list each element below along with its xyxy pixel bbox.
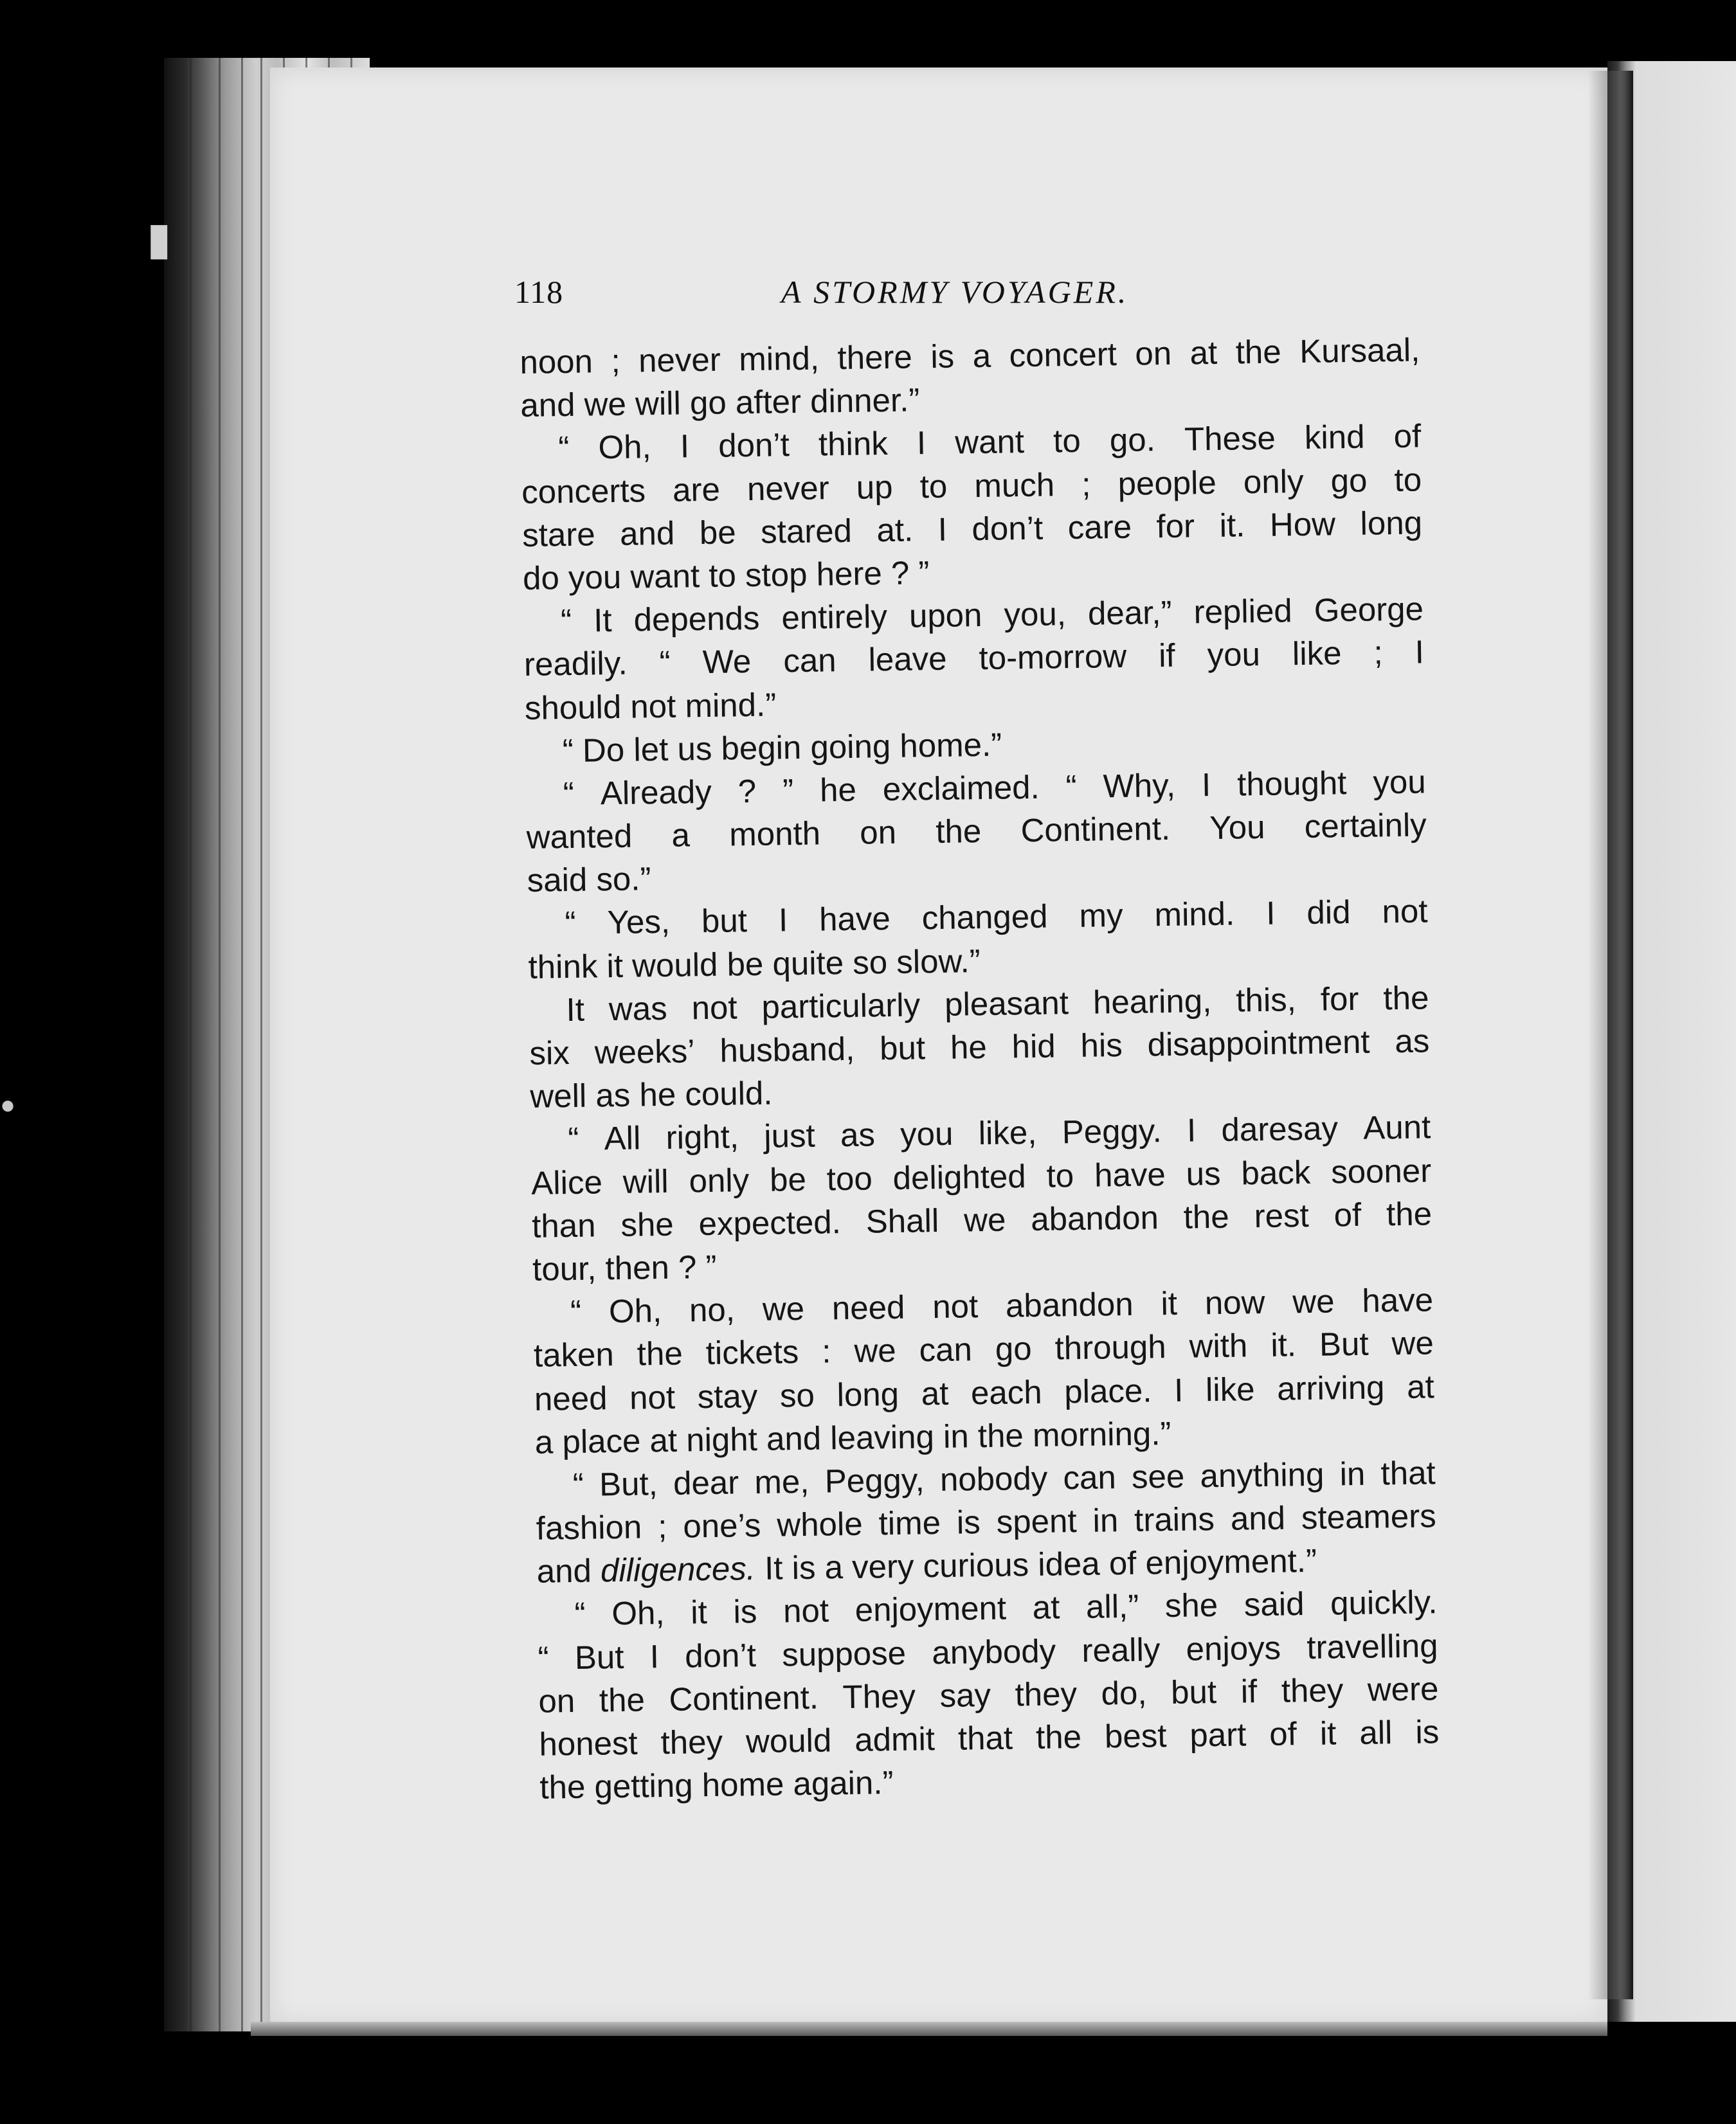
page-number: 118: [514, 274, 564, 310]
text-line: said so.”: [527, 860, 651, 899]
page-edge-line: [241, 58, 243, 2031]
text-line: “ Oh, no, we need not abandon it now we have: [570, 1281, 1434, 1331]
gutter-shadow: [1588, 71, 1633, 1999]
page-edge-line: [260, 58, 262, 2031]
text-line: “ Do let us begin going home.”: [562, 726, 1002, 769]
text-line: “ Oh, it is not enjoyment at all,” she said quickly.: [574, 1583, 1438, 1633]
text-line: stare and be stared at. I don’t care for it. How long: [521, 504, 1423, 554]
text-line: tour, then ? ”: [532, 1248, 717, 1288]
text-line: fashion ; one’s whole time is spent in trains and steamers: [536, 1497, 1437, 1547]
text-line: well as he could.: [530, 1074, 773, 1115]
text-line: noon ; never mind, there is a concert on at the Kursaal,: [520, 331, 1420, 381]
text-line: “ But, dear me, Peggy, nobody can see anything in that: [572, 1454, 1436, 1503]
text-line: think it would be quite so slow.”: [528, 942, 981, 986]
text-line: concerts are never up to much ; people only go to: [521, 460, 1422, 510]
text-line: than she expected. Shall we abandon the rest of the: [531, 1195, 1433, 1245]
body-text: [520, 328, 1440, 1809]
margin-mark: ▮: [147, 215, 172, 264]
text-line: and diligences. It is a very curious idea of enjoyment.”: [536, 1542, 1317, 1590]
text-line: should not mind.”: [524, 685, 777, 726]
page-bottom-edge: [251, 2022, 1607, 2036]
text-line: taken the tickets : we can go through with it. But we: [533, 1324, 1434, 1374]
page-edge-line: [219, 58, 221, 2031]
page-header: [514, 273, 1157, 318]
text-line: It was not particularly pleasant hearing, this, for the: [566, 979, 1429, 1028]
text-line: do you want to stop here ? ”: [522, 554, 930, 597]
text-line: and we will go after dinner.”: [520, 381, 920, 424]
text-line: need not stay so long at each place. I like arriving at: [534, 1367, 1435, 1418]
text-line: “ Oh, I don’t think I want to go. These kind of: [557, 417, 1422, 467]
text-line: wanted a month on the Continent. You certainly: [526, 806, 1427, 856]
text-line: “ But I don’t suppose anybody really enjoys travelling: [538, 1626, 1438, 1677]
running-head: A STORMY VOYAGER.: [781, 274, 1129, 310]
text-line: six weeks’ husband, but he hid his disappointment as: [529, 1022, 1430, 1072]
text-line: the getting home again.”: [539, 1764, 894, 1806]
text-line: honest they would admit that the best part of it all is: [539, 1713, 1440, 1763]
text-line: Alice will only be too delighted to have us back sooner: [530, 1151, 1432, 1202]
text-line: “ All right, just as you like, Peggy. I daresay Aunt: [567, 1108, 1431, 1158]
text-line: on the Continent. They say they do, but if they were: [538, 1670, 1439, 1720]
text-line: a place at night and leaving in the morning.”: [534, 1414, 1171, 1461]
text-line: “ Yes, but I have changed my mind. I did not: [565, 892, 1428, 942]
page-edge-line: [190, 58, 192, 2031]
text-line: “ It depends entirely upon you, dear,” replied George: [560, 590, 1424, 640]
margin-mark: ●: [0, 1090, 16, 1119]
text-line: readily. “ We can leave to-morrow if you like ; I: [523, 633, 1425, 683]
text-line: “ Already ? ” he exclaimed. “ Why, I thought you: [563, 763, 1427, 812]
